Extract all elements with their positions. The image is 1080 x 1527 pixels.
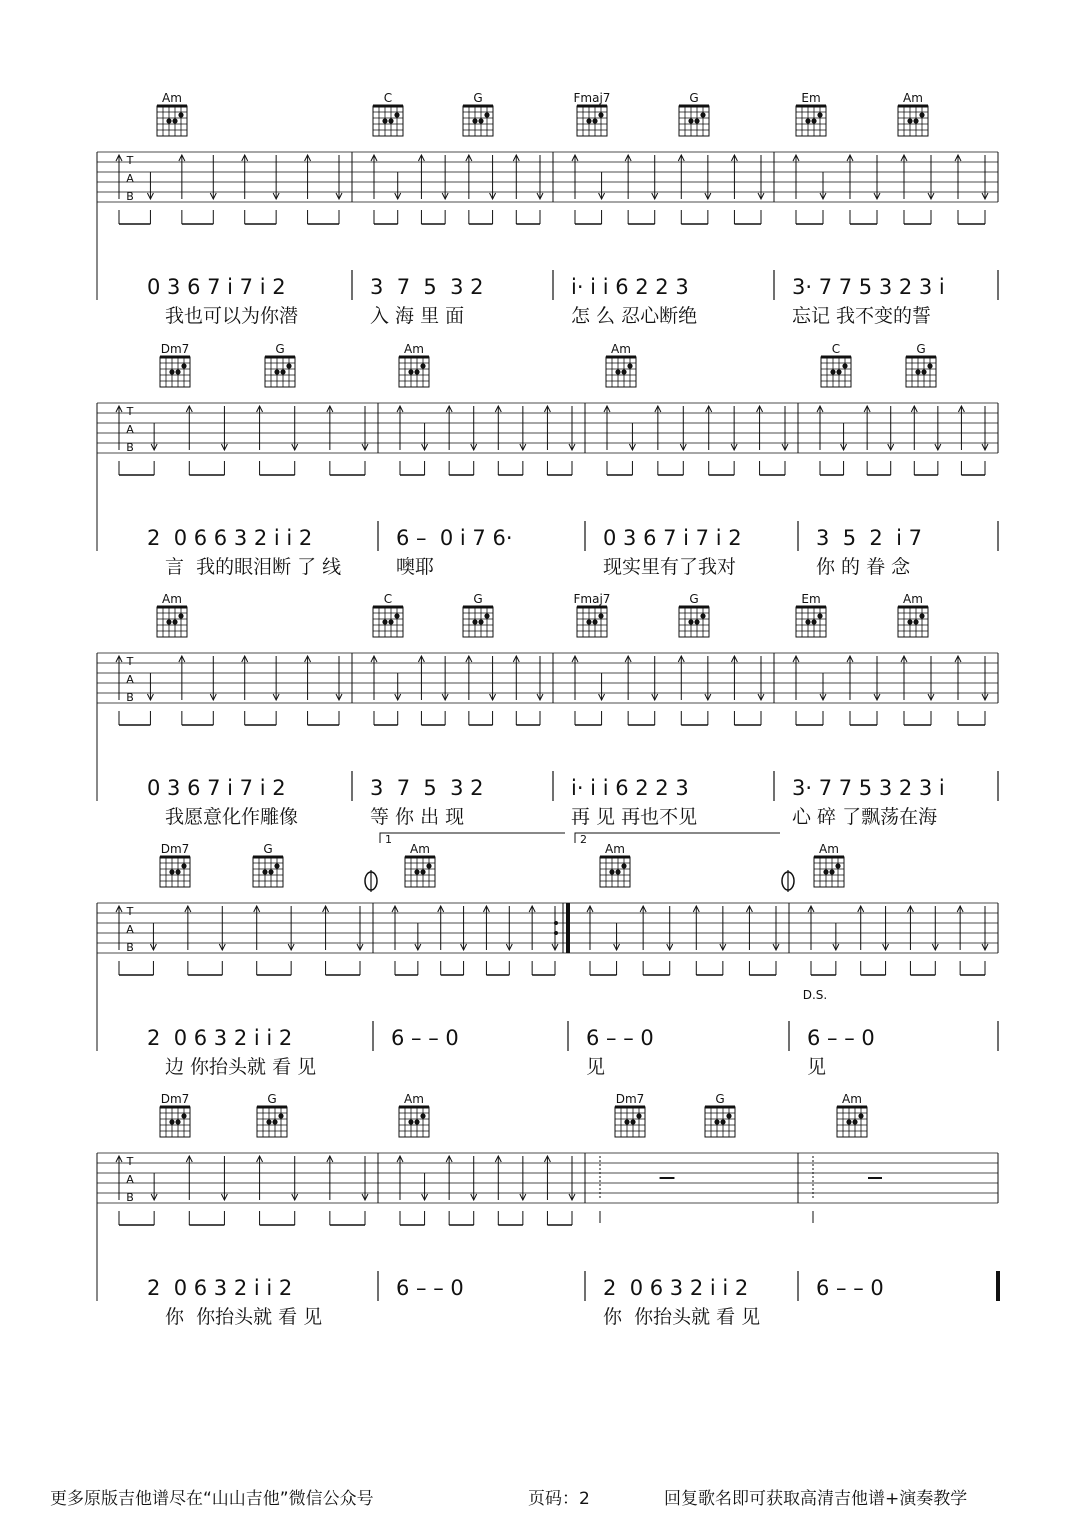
chord-dot [166,118,171,123]
chord-grid [615,1107,645,1137]
chord-dot [408,369,413,374]
chord-grid [705,1107,735,1137]
chord-grid [821,357,851,387]
tab-clef-b: B [126,1191,134,1204]
chord-grid [157,607,187,637]
chord-grid [160,857,190,887]
chord-dot [592,118,597,123]
system-3 [97,592,998,828]
chord-dot [181,1113,186,1118]
tab-clef-b: B [126,941,134,954]
jianpu-notation: i· i i 6 2 2 3 [571,776,689,800]
chord-name: Fmaj7 [573,91,611,105]
chord-name: Am [404,1092,424,1106]
chord-diagram-em [796,91,826,136]
tab-clef-a: A [126,673,134,686]
chord-name: Dm7 [615,1092,645,1106]
chord-dot [615,369,620,374]
chord-dot [426,863,431,868]
chord-diagram-am [898,592,928,637]
chord-name: Am [404,342,424,356]
repeat-dot [554,931,558,935]
system-2 [97,342,998,578]
chord-dot [817,112,822,117]
chord-dot [484,112,489,117]
chord-name: Em [801,91,821,105]
chord-dot [624,1119,629,1124]
jianpu-notation: 0 3 6 7 i 7 i 2 [603,526,742,550]
measure-3 [553,270,697,327]
chord-diagram-am [399,342,429,387]
chord-dot [472,118,477,123]
chord-diagram-am [399,1092,429,1137]
chord-dot [169,869,174,874]
jianpu-notation: 6 – – 0 [586,1026,654,1050]
measure-4 [798,521,922,578]
chord-grid [577,106,607,136]
chord-diagram-dm7 [615,1092,645,1137]
jianpu-notation: 6 – – 0 [816,1276,884,1300]
lyrics-line: 我愿意化作雕像 [165,806,299,828]
chord-dot [915,369,920,374]
jianpu-notation: 2 0 6 3 2 i i 2 [147,1276,293,1300]
jianpu-notation: 6 – – 0 [807,1026,875,1050]
chord-dot [598,613,603,618]
measure-2 [352,270,484,327]
chord-dot [175,1119,180,1124]
jianpu-notation: 6 – – 0 [391,1026,459,1050]
chord-diagram-fmaj7 [574,592,611,637]
lyrics-line: 现实里有了我对 [603,556,737,578]
lyrics-line: 入 海 里 面 [370,305,465,327]
tab-clef-b: B [126,441,134,454]
chord-diagram-am [157,592,187,637]
chord-grid [679,106,709,136]
measure-2 [373,1021,459,1051]
chord-dot [420,869,425,874]
lyrics-line: 等 你 出 现 [370,806,465,828]
page-number: 页码：2 [528,1489,590,1509]
chord-diagram-am [814,842,844,887]
chord-diagram-am [157,91,187,136]
chord-grid [257,1107,287,1137]
measure-1 [147,526,341,578]
tab-clef-t: T [126,905,134,918]
chord-dot [408,1119,413,1124]
chord-name: Fmaj7 [573,592,611,606]
chord-dot [169,1119,174,1124]
chord-dot [274,369,279,374]
chord-dot [272,1119,277,1124]
chord-grid [577,607,607,637]
chord-dot [172,118,177,123]
chord-name: Em [801,592,821,606]
chord-name: G [916,342,926,356]
chord-grid [399,1107,429,1137]
chord-grid [814,857,844,887]
chord-name: G [263,842,273,856]
chord-name: Am [611,342,631,356]
chord-name: Am [819,842,839,856]
chord-dot [472,619,477,624]
measure-3 [553,771,697,828]
chord-diagram-em [796,592,826,637]
chord-dot [181,863,186,868]
ending-number-2: 2 [580,833,587,846]
chord-dot [178,112,183,117]
chord-dot [592,619,597,624]
chord-grid [906,357,936,387]
chord-dot [586,619,591,624]
tab-clef-a: A [126,923,134,936]
jianpu-notation: 0 3 6 7 i 7 i 2 [147,776,286,800]
tab-clef-t: T [126,405,134,418]
chord-grid [373,106,403,136]
chord-diagram-am [405,842,435,887]
chord-name: G [275,342,285,356]
ending-number-1: 1 [385,833,392,846]
chord-grid [837,1107,867,1137]
ending-bracket-1 [380,833,565,843]
jianpu-notation: 6 – – 0 [396,1276,464,1300]
chord-dot [394,112,399,117]
measure-1 [147,776,298,828]
chord-grid [399,357,429,387]
chord-dot [688,118,693,123]
chord-name: C [383,592,393,606]
chord-dot [175,869,180,874]
jianpu-notation: 0 3 6 7 i 7 i 2 [147,275,286,299]
chord-diagram-g [705,1092,735,1137]
chord-dot [166,619,171,624]
chord-dot [414,869,419,874]
chord-dot [181,363,186,368]
chord-diagram-fmaj7 [574,91,611,136]
chord-dot [621,369,626,374]
jianpu-notation: 3 5 2 i 7 [816,526,923,550]
lyrics-line: 见 [807,1056,827,1078]
measure-3 [585,1271,760,1328]
footer-promo: 更多原版吉他谱尽在“山山吉他”微信公众号 [50,1489,374,1509]
tab-clef-b: B [126,691,134,704]
jianpu-notation: 3· 7 7 5 3 2 3 i [792,275,945,299]
chord-dot [720,1119,725,1124]
chord-name: Dm7 [160,1092,190,1106]
chord-diagram-g [906,342,936,387]
chord-dot [268,869,273,874]
chord-grid [253,857,283,887]
system-4 [97,842,998,1078]
chord-grid [463,607,493,637]
measure-4 [774,270,945,327]
chord-diagram-c [821,342,851,387]
chord-grid [606,357,636,387]
jianpu-notation: 6 – 0 i 7 6· [396,526,513,550]
jianpu-notation: 3 7 5 3 2 [370,275,484,299]
chord-grid [265,357,295,387]
chord-dot [811,619,816,624]
chord-dot [598,112,603,117]
chord-dot [627,363,632,368]
chord-dot [805,619,810,624]
chord-dot [178,613,183,618]
chord-dot [388,118,393,123]
lyrics-line: 见 [586,1056,606,1078]
chord-grid [157,106,187,136]
chord-dot [846,1119,851,1124]
chord-dot [420,1113,425,1118]
chord-dot [919,112,924,117]
tab-clef-a: A [126,1173,134,1186]
chord-dot [175,369,180,374]
chord-diagram-am [606,342,636,387]
chord-dot [414,369,419,374]
chord-dot [700,112,705,117]
chord-dot [278,1113,283,1118]
chord-name: Am [842,1092,862,1106]
chord-dot [382,118,387,123]
chord-name: Dm7 [160,842,190,856]
measure-4 [789,1021,875,1078]
chord-name: Am [410,842,430,856]
chord-grid [796,607,826,637]
chord-dot [921,369,926,374]
tab-clef-t: T [126,1155,134,1168]
lyrics-line: 噢耶 [396,556,435,578]
chord-dot [700,613,705,618]
chord-dot [842,363,847,368]
chord-dot [858,1113,863,1118]
chord-dot [172,619,177,624]
chord-dot [286,363,291,368]
chord-dot [621,863,626,868]
lyrics-line: 你 你抬头就 看 见 [603,1306,761,1328]
measure-4 [774,771,945,828]
ds-marker: D.S. [802,988,828,1002]
chord-dot [835,863,840,868]
chord-name: G [689,91,699,105]
chord-dot [811,118,816,123]
chord-dot [586,118,591,123]
chord-name: G [473,91,483,105]
tab-clef-b: B [126,190,134,203]
lyrics-line: 你 的 眷 念 [816,556,911,578]
chord-diagram-dm7 [160,842,190,887]
chord-grid [463,106,493,136]
chord-name: G [473,592,483,606]
system-5 [97,1092,998,1328]
chord-name: Am [162,592,182,606]
chord-dot [630,1119,635,1124]
chord-dot [694,619,699,624]
chord-diagram-g [265,342,295,387]
chord-dot [609,869,614,874]
chord-diagram-am [837,1092,867,1137]
chord-diagram-g [463,91,493,136]
chord-dot [907,619,912,624]
lyrics-line: 怎 么 忍心断绝 [571,305,698,327]
chord-grid [160,357,190,387]
jianpu-notation: 3 7 5 3 2 [370,776,484,800]
chord-name: G [715,1092,725,1106]
chord-dot [829,869,834,874]
chord-grid [405,857,435,887]
lyrics-line: 我也可以为你潜 [165,305,299,327]
chord-diagram-am [600,842,630,887]
chord-dot [420,363,425,368]
chord-dot [823,869,828,874]
system-1 [97,91,998,327]
lyrics-line: 你 你抬头就 看 见 [165,1306,323,1328]
chord-grid [679,607,709,637]
chord-dot [478,619,483,624]
chord-name: Am [903,592,923,606]
jianpu-notation: 2 0 6 3 2 i i 2 [603,1276,749,1300]
chord-name: G [689,592,699,606]
chord-dot [484,613,489,618]
chord-grid [373,607,403,637]
chord-dot [714,1119,719,1124]
measure-2 [378,521,513,578]
chord-dot [907,118,912,123]
jianpu-notation: 2 0 6 3 2 i i 2 [147,1026,293,1050]
lyrics-line: 忘记 我不变的誓 [792,305,932,327]
chord-name: Am [903,91,923,105]
lyrics-line: 再 见 再也不见 [571,806,698,828]
chord-diagram-c [373,91,403,136]
chord-dot [478,118,483,123]
measure-2 [378,1271,464,1301]
chord-dot [262,869,267,874]
chord-dot [919,613,924,618]
measure-1 [147,1276,322,1328]
lyrics-line: 边 你抬头就 看 见 [165,1056,317,1078]
chord-diagram-g [679,91,709,136]
chord-grid [796,106,826,136]
chord-diagram-g [463,592,493,637]
jianpu-notation: i· i i 6 2 2 3 [571,275,689,299]
chord-diagram-g [253,842,283,887]
chord-dot [388,619,393,624]
chord-dot [280,369,285,374]
chord-name: Dm7 [160,342,190,356]
chord-name: G [267,1092,277,1106]
chord-diagram-am [898,91,928,136]
chord-dot [694,118,699,123]
chord-diagram-dm7 [160,342,190,387]
measure-2 [352,771,484,828]
lyrics-line: 言 我的眼泪断 了 线 [165,556,342,578]
chord-dot [836,369,841,374]
tab-clef-t: T [126,655,134,668]
chord-diagram-dm7 [160,1092,190,1137]
tab-clef-a: A [126,172,134,185]
chord-name: Am [605,842,625,856]
chord-dot [913,619,918,624]
chord-dot [615,869,620,874]
chord-name: C [383,91,393,105]
chord-dot [830,369,835,374]
chord-dot [726,1113,731,1118]
jianpu-notation: 3· 7 7 5 3 2 3 i [792,776,945,800]
page-footer [0,1484,1080,1514]
chord-grid [898,106,928,136]
chord-dot [927,363,932,368]
chord-dot [266,1119,271,1124]
chord-dot [688,619,693,624]
chord-diagram-g [257,1092,287,1137]
tab-clef-a: A [126,423,134,436]
chord-grid [160,1107,190,1137]
chord-dot [805,118,810,123]
chord-diagram-g [679,592,709,637]
measure-4 [798,1271,884,1301]
lyrics-line: 心 碎 了飘荡在海 [792,806,938,828]
chord-dot [913,118,918,123]
tab-clef-t: T [126,154,134,167]
jianpu-notation: 2 0 6 6 3 2 i i 2 [147,526,313,550]
chord-dot [817,613,822,618]
repeat-dot [554,921,558,925]
footer-reply-hint: 回复歌名即可获取高清吉他谱+演奏教学 [664,1489,968,1509]
chord-dot [274,863,279,868]
chord-diagram-c [373,592,403,637]
chord-dot [636,1113,641,1118]
chord-dot [169,369,174,374]
chord-dot [852,1119,857,1124]
chord-grid [600,857,630,887]
measure-3 [585,521,742,578]
measure-1 [147,1026,316,1078]
chord-name: Am [162,91,182,105]
chord-name: C [831,342,841,356]
chord-dot [414,1119,419,1124]
chord-dot [394,613,399,618]
measure-3 [568,1021,654,1078]
measure-1 [147,275,298,327]
chord-dot [382,619,387,624]
chord-grid [898,607,928,637]
